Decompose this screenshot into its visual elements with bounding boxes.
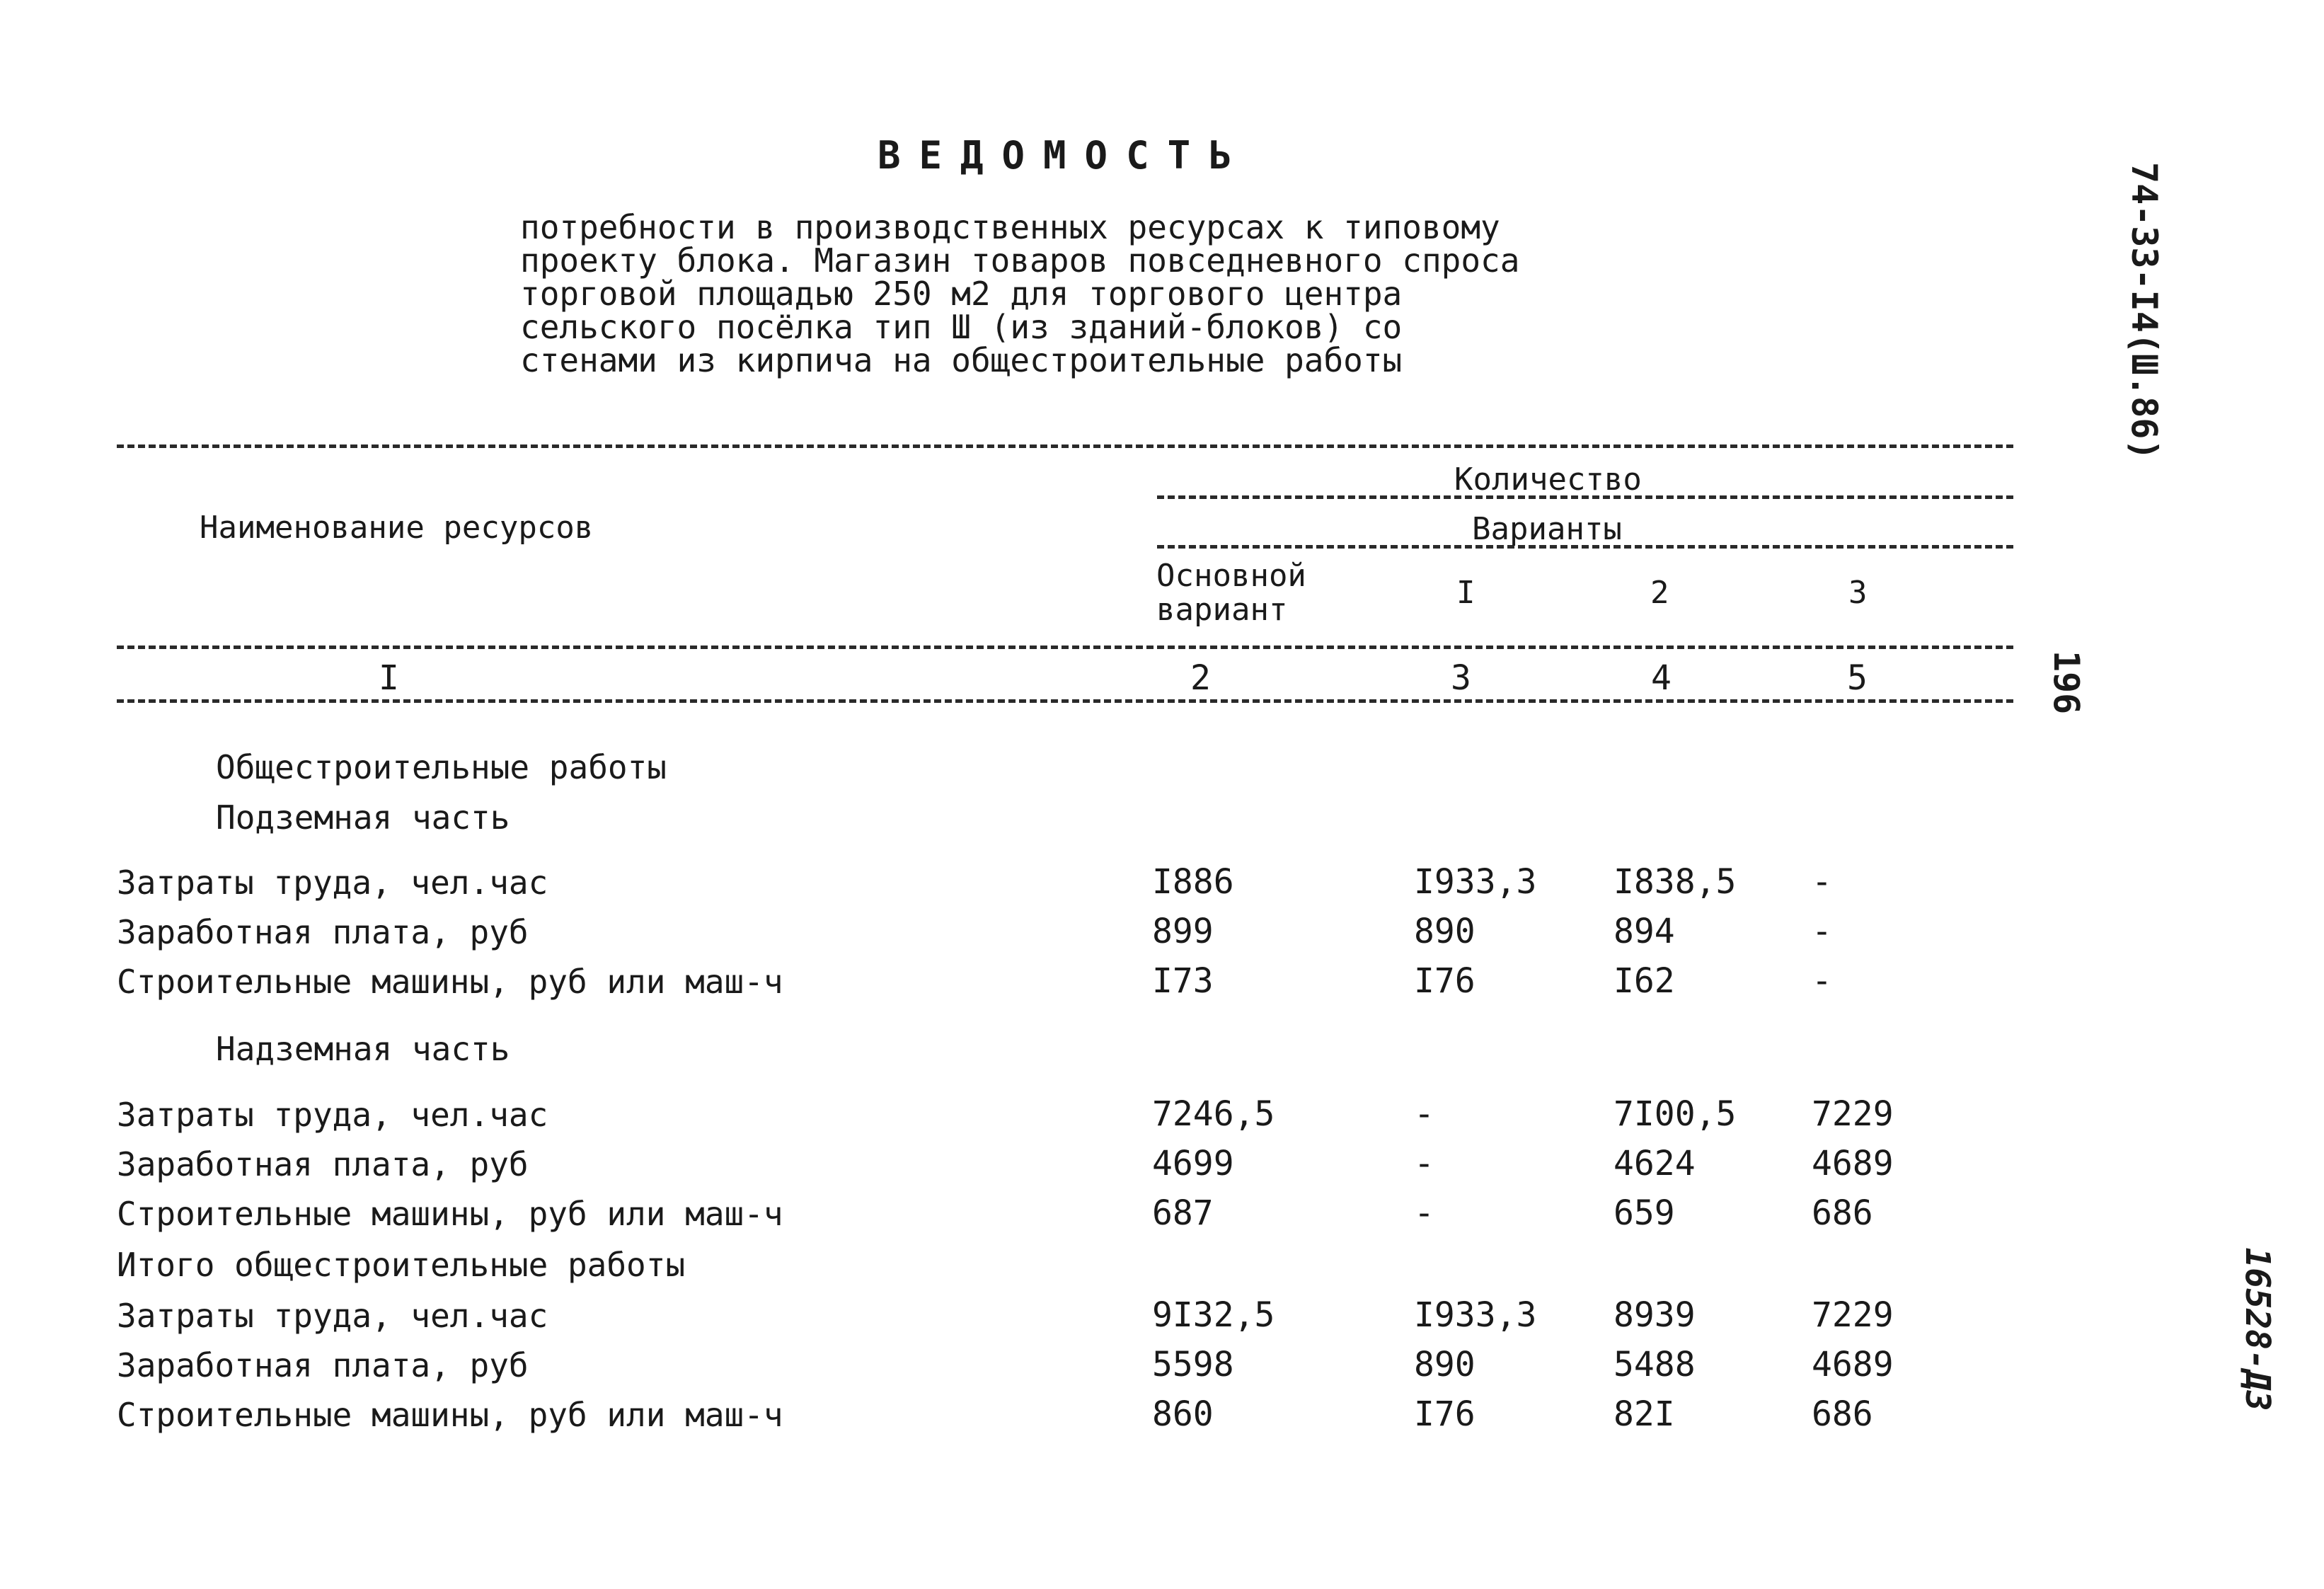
cell-value: I838,5 (1613, 862, 1737, 902)
row-label: Заработная плата, руб (117, 913, 529, 951)
document-subtitle: потребности в производственных ресурсах к типовому проекту блока. Магазин товаров повседневного спроса торговой площадью 250 м2 для торгового центра сельского посёлка тип Ш (из зданий-блоков) со стенами из кирпича на общестроительные работы (520, 208, 1520, 379)
column-number: 4 (1651, 658, 1672, 698)
row-label: Заработная плата, руб (117, 1145, 529, 1183)
cell-value: I76 (1414, 1394, 1475, 1434)
cell-value: 899 (1152, 912, 1214, 951)
cell-value: I933,3 (1414, 1295, 1537, 1335)
section-general-works: Общестроительные работы (216, 748, 667, 786)
header-bottom-rule (117, 646, 2013, 649)
cell-value: 7229 (1812, 1295, 1894, 1335)
header-variant-3: 3 (1848, 575, 1868, 611)
cell-value: 4689 (1812, 1144, 1894, 1183)
column-number: 2 (1190, 658, 1211, 698)
cell-value: 5598 (1152, 1345, 1234, 1384)
cell-value: I933,3 (1414, 862, 1537, 902)
row-label: Строительные машины, руб или маш-ч (117, 963, 783, 1001)
side-document-code: 74-33-I4(Ш.86) (2124, 162, 2165, 461)
row-label: Заработная плата, руб (117, 1346, 529, 1384)
header-variant-2: 2 (1650, 575, 1669, 611)
cell-value: 890 (1414, 1345, 1475, 1384)
row-label: Затраты труда, чел.час (117, 864, 548, 902)
cell-value: 5488 (1613, 1345, 1696, 1384)
header-variants: Варианты (1472, 511, 1622, 547)
total-label: Итого общестроительные работы (117, 1246, 686, 1284)
side-page-number: 196 (2046, 650, 2087, 715)
cell-value: 687 (1152, 1193, 1214, 1233)
cell-value: 8939 (1613, 1295, 1696, 1335)
cell-value: 4699 (1152, 1144, 1234, 1183)
section-underground: Подземная часть (216, 798, 510, 837)
header-main-variant: Основной вариант (1156, 558, 1306, 628)
cell-value: 4624 (1613, 1144, 1696, 1183)
side-archive-stamp: 16528-Д3 (2238, 1247, 2277, 1411)
header-quantity: Количество (1454, 461, 1642, 498)
row-label: Строительные машины, руб или маш-ч (117, 1195, 783, 1233)
cell-value: 7229 (1812, 1094, 1894, 1134)
column-numbers-rule (117, 699, 2013, 703)
cell-value: 686 (1812, 1193, 1873, 1233)
document-title: ВЕДОМОСТЬ (878, 133, 1250, 178)
cell-value: I62 (1613, 961, 1675, 1001)
row-label: Затраты труда, чел.час (117, 1096, 548, 1134)
cell-value: - (1812, 912, 1832, 951)
column-number: 5 (1847, 658, 1868, 698)
cell-value: 890 (1414, 912, 1475, 951)
table-top-rule (117, 444, 2013, 448)
cell-value: 82I (1613, 1394, 1675, 1434)
cell-value: 9I32,5 (1152, 1295, 1275, 1335)
cell-value: 860 (1152, 1394, 1214, 1434)
cell-value: I76 (1414, 961, 1475, 1001)
cell-value: - (1812, 961, 1832, 1001)
section-aboveground: Надземная часть (216, 1030, 510, 1068)
cell-value: - (1812, 862, 1832, 902)
cell-value: 4689 (1812, 1345, 1894, 1384)
cell-value: 894 (1613, 912, 1675, 951)
cell-value: 686 (1812, 1394, 1873, 1434)
row-label: Затраты труда, чел.час (117, 1297, 548, 1335)
cell-value: 659 (1613, 1193, 1675, 1233)
cell-value: - (1414, 1144, 1434, 1183)
cell-value: I73 (1152, 961, 1214, 1001)
cell-value: I886 (1152, 862, 1234, 902)
cell-value: - (1414, 1094, 1434, 1134)
header-resource-name: Наименование ресурсов (200, 510, 594, 546)
cell-value: 7I00,5 (1613, 1094, 1737, 1134)
column-number: 3 (1451, 658, 1471, 698)
column-number: I (379, 658, 399, 698)
cell-value: 7246,5 (1152, 1094, 1275, 1134)
row-label: Строительные машины, руб или маш-ч (117, 1396, 783, 1434)
header-variant-1: I (1456, 575, 1475, 611)
cell-value: - (1414, 1193, 1434, 1233)
